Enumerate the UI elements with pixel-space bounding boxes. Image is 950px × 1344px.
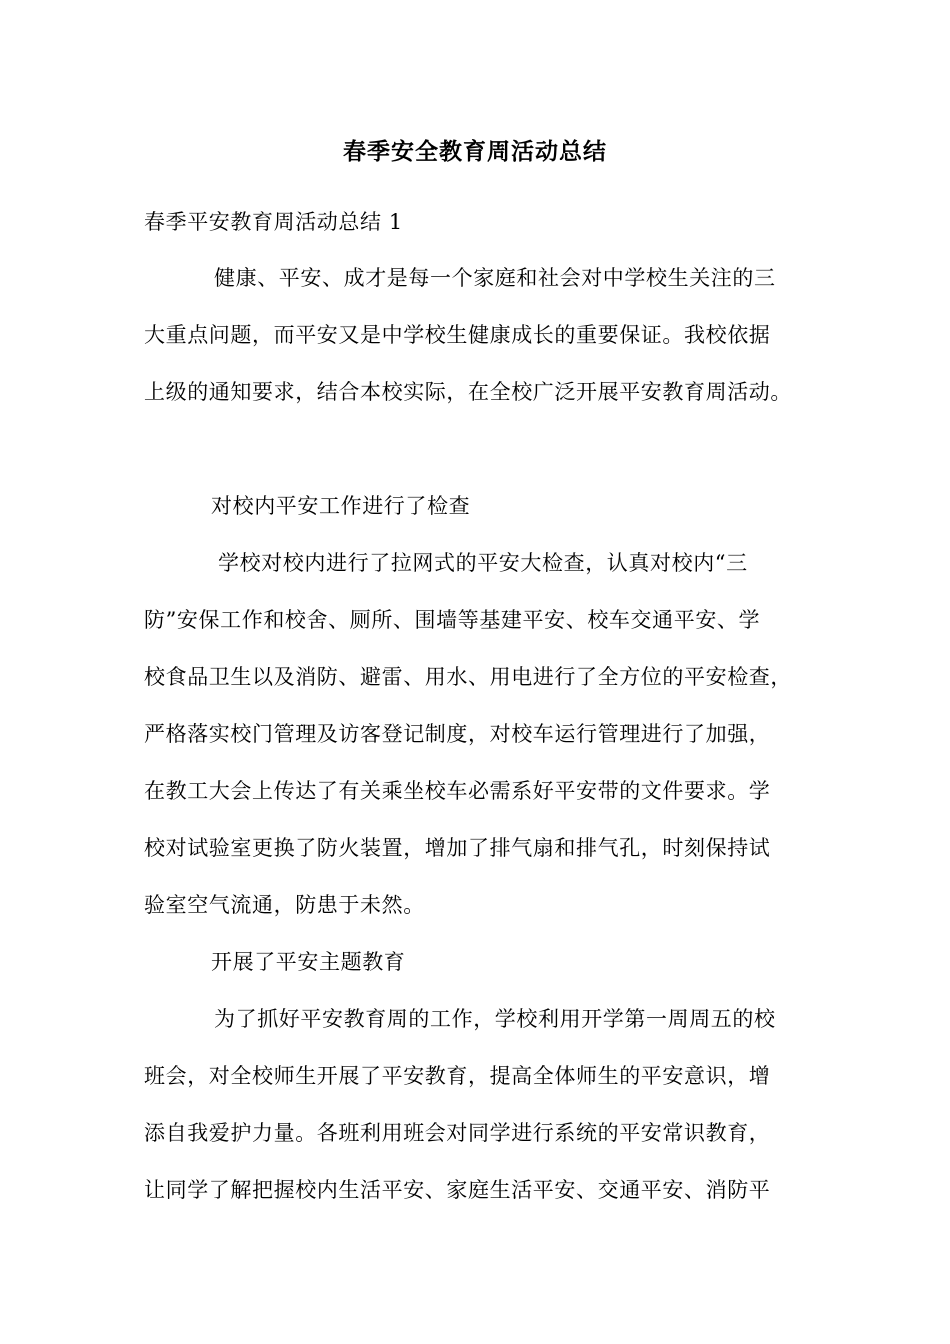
paragraph-line: 在教工大会上传达了有关乘坐校车必需系好平安带的文件要求。学 — [144, 779, 771, 803]
paragraph-line: 严格落实校门管理及访客登记制度，对校车运行管理进行了加强， — [144, 722, 771, 746]
paragraph-line: 大重点问题，而平安又是中学校生健康成长的重要保证。我校依据 — [144, 323, 771, 347]
paragraph-line: 学校对校内进行了拉网式的平安大检查，认真对校内“三 — [218, 551, 748, 575]
paragraph-line: 添自我爱护力量。各班利用班会对同学进行系统的平安常识教育， — [144, 1121, 771, 1145]
paragraph-line: 健康、平安、成才是每一个家庭和社会对中学校生关注的三 — [214, 266, 776, 290]
subheading: 开展了平安主题教育 — [211, 950, 406, 974]
paragraph-line: 验室空气流通，防患于未然。 — [144, 893, 425, 917]
section-heading: 春季平安教育周活动总结 1 — [144, 210, 403, 234]
paragraph-line: 防”安保工作和校舍、厕所、围墙等基建平安、校车交通平安、学 — [144, 608, 761, 632]
paragraph-line: 让同学了解把握校内生活平安、家庭生活平安、交通平安、消防平 — [144, 1178, 771, 1202]
paragraph-line: 上级的通知要求，结合本校实际，在全校广泛开展平安教育周活动。 — [144, 380, 792, 404]
document-title: 春季安全教育周活动总结 — [343, 138, 607, 165]
paragraph-line: 校对试验室更换了防火装置，增加了排气扇和排气孔，时刻保持试 — [144, 836, 771, 860]
subheading: 对校内平安工作进行了检查 — [211, 494, 471, 518]
paragraph-line: 校食品卫生以及消防、避雷、用水、用电进行了全方位的平安检查， — [144, 665, 792, 689]
paragraph-line: 为了抓好平安教育周的工作，学校利用开学第一周周五的校 — [214, 1007, 776, 1031]
paragraph-line: 班会，对全校师生开展了平安教育，提高全体师生的平安意识，增 — [144, 1064, 771, 1088]
